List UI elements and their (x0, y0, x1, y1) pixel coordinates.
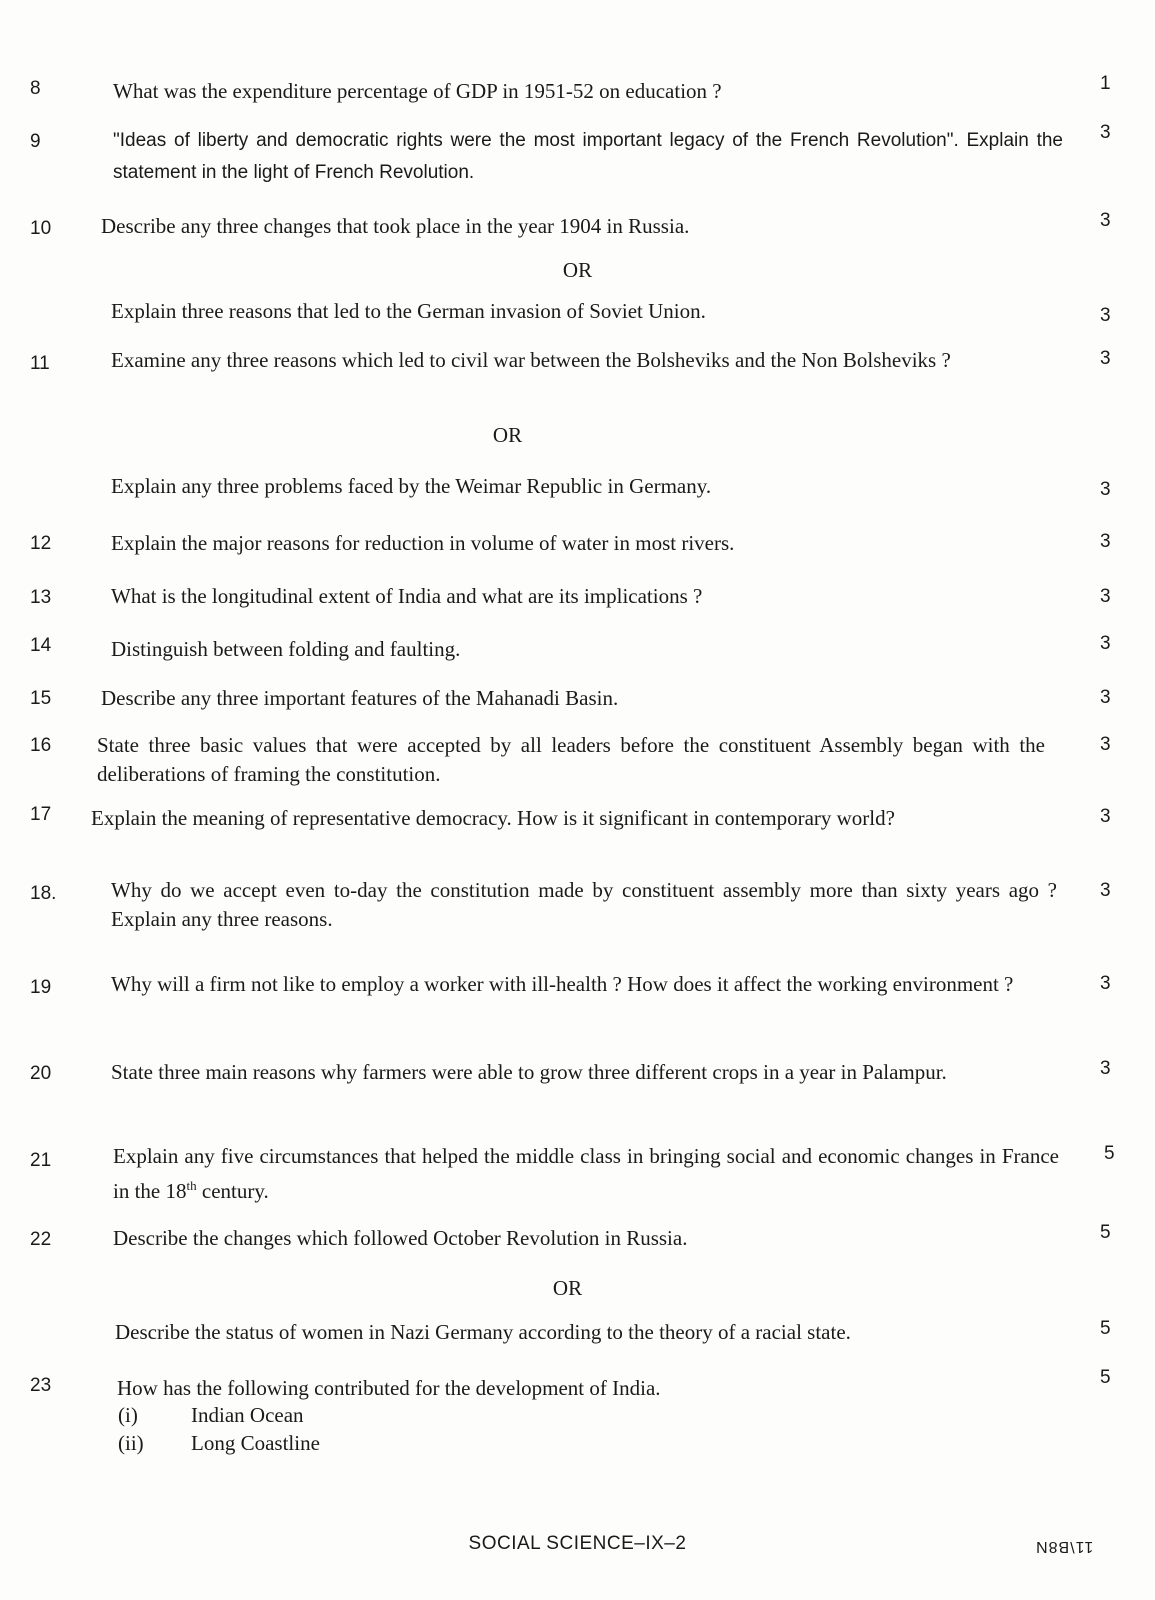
question-number: 21 (30, 1150, 52, 1171)
question-text: "Ideas of liberty and democratic rights were the most important legacy of the French Revolution". Explain the statement in the light of French Revolution. (113, 130, 1063, 183)
question-text (113, 1142, 1059, 1206)
question-text: State three main reasons why farmers were able to grow three different crops in a year in Palampur. (111, 1060, 947, 1084)
question-number: 11 (30, 353, 50, 374)
question-text: What is the longitudinal extent of India and what are its implications ? (111, 584, 703, 608)
question-marks: 3 (1100, 1058, 1111, 1079)
question-marks: 3 (1100, 586, 1111, 607)
question-marks: 3 (1100, 806, 1111, 827)
or-separator: OR (492, 423, 523, 447)
question-text: Describe any three important features of the Mahanadi Basin. (101, 686, 619, 710)
alternative-question-marks: 3 (1100, 305, 1111, 326)
question-marks: 3 (1100, 734, 1111, 755)
question-number: 16 (30, 735, 52, 756)
question-text: Examine any three reasons which led to civil war between the Bolsheviks and the Non Bolsheviks ? (111, 348, 951, 372)
paper-code: 11\B8N (1035, 1538, 1094, 1555)
question-number: 15 (30, 688, 52, 709)
superscript-th: th (186, 1178, 197, 1193)
question-text: Why do we accept even to-day the constitution made by constituent assembly more than sixty years ago ? Explain any three reasons. (111, 878, 1057, 931)
question-text: What was the expenditure percentage of GDP in 1951-52 on education ? (113, 79, 722, 103)
question-marks: 5 (1104, 1143, 1115, 1164)
question-number: 20 (30, 1063, 52, 1084)
alternative-question-text: Explain any three problems faced by the Weimar Republic in Germany. (111, 474, 712, 498)
question-marks: 5 (1100, 1367, 1111, 1388)
subitem-text: Long Coastline (191, 1431, 320, 1455)
subitem-label: (ii) (118, 1431, 144, 1455)
question-text: Describe the changes which followed October Revolution in Russia. (113, 1226, 688, 1250)
or-separator: OR (562, 258, 593, 282)
question-number: 23 (30, 1375, 52, 1396)
question-marks: 3 (1100, 348, 1111, 369)
question-text: Why will a firm not like to employ a worker with ill-health ? How does it affect the working environment ? (111, 972, 1014, 996)
question-text: How has the following contributed for the development of India. (117, 1376, 661, 1400)
question-number: 9 (30, 131, 41, 152)
question-number: 12 (30, 533, 52, 554)
question-text: Describe any three changes that took place in the year 1904 in Russia. (101, 214, 690, 238)
question-number: 13 (30, 587, 52, 608)
question-marks: 1 (1100, 73, 1111, 94)
alternative-question-marks: 3 (1100, 479, 1111, 500)
question-marks: 3 (1100, 122, 1111, 143)
question-number: 19 (30, 977, 52, 998)
question-marks: 3 (1100, 210, 1111, 231)
alternative-question-text: Describe the status of women in Nazi Germany according to the theory of a racial state. (115, 1320, 851, 1344)
subitem-label: (i) (118, 1403, 138, 1427)
question-marks: 3 (1100, 531, 1111, 552)
question-text: Distinguish between folding and faulting. (111, 637, 461, 661)
question-number: 18. (30, 883, 57, 904)
page-footer-title: SOCIAL SCIENCE–IX–2 (468, 1533, 687, 1554)
question-number: 22 (30, 1229, 52, 1250)
or-separator: OR (552, 1276, 583, 1300)
alternative-question-text: Explain three reasons that led to the German invasion of Soviet Union. (111, 299, 706, 323)
question-text: State three basic values that were accepted by all leaders before the constituent Assembly began with the deliberations of framing the constitution. (97, 733, 1045, 786)
subitem-text: Indian Ocean (191, 1403, 304, 1427)
question-number: 14 (30, 635, 52, 656)
question-number: 8 (30, 78, 41, 99)
question-text: Explain the meaning of representative democracy. How is it significant in contemporary world? (91, 806, 895, 830)
question-marks: 3 (1100, 687, 1111, 708)
question-marks: 3 (1100, 633, 1111, 654)
question-text-main: Explain any five circumstances that helped the middle class in bringing social and economic changes in France in the 18 (113, 1144, 1059, 1203)
question-marks: 5 (1100, 1222, 1111, 1243)
question-marks: 3 (1100, 880, 1111, 901)
question-marks: 3 (1100, 973, 1111, 994)
question-text: Explain the major reasons for reduction in volume of water in most rivers. (111, 531, 735, 555)
alternative-question-marks: 5 (1100, 1318, 1111, 1339)
question-text-end: century. (196, 1179, 269, 1203)
question-number: 10 (30, 218, 52, 239)
question-number: 17 (30, 804, 52, 825)
